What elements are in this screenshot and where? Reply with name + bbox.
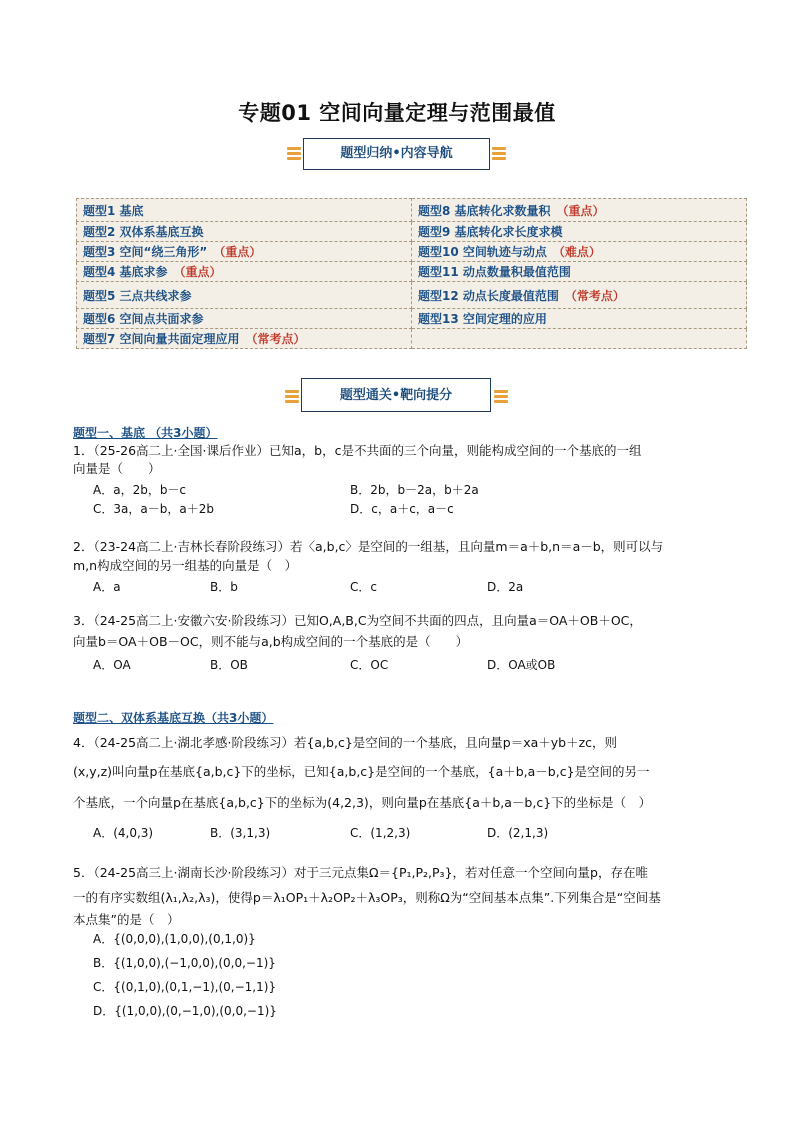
q2-option-a: A．a (93, 580, 121, 594)
deco-right-icon (492, 147, 506, 157)
q3-option-d: D．OA或OB (487, 658, 556, 672)
question-4-line-2: (x,y,z)叫向量p在基底{a,b,c}下的坐标，已知{a,b,c}是空间的一个基底，{a＋b,a－b,c}是空间的另一 (73, 764, 650, 779)
toc-cell (412, 222, 747, 242)
nav-header-box (303, 138, 490, 170)
toc-item-tag: （难点） (552, 245, 601, 259)
question-4-line-1: 4．（24-25高二上·湖北孝感·阶段练习）若{a,b,c}是空间的一个基底，且向量p＝xa＋yb＋zc，则 (73, 735, 618, 750)
q5-option-d: D．{(1,0,0),(0,−1,0),(0,0,−1)} (93, 1004, 277, 1018)
question-1-line-2: 向量是（ ） (73, 461, 161, 476)
toc-cell (412, 282, 747, 309)
toc-cell (77, 199, 412, 222)
toc-item-label[interactable]: 题型2 双体系基底互换 (83, 225, 204, 239)
q4-option-b: B．(3,1,3) (210, 826, 271, 840)
q2-option-c: C．c (350, 580, 377, 594)
question-5-line-1: 5．（24-25高三上·湖南长沙·阶段练习）对于三元点集Ω＝{P₁,P₂,P₃}，若对任意一个空间向量p，存在唯 (73, 865, 648, 880)
toc-item-tag: （常考点） (564, 288, 625, 303)
nav-header-label: 题型归纳•内容导航 (340, 146, 453, 161)
toc-cell (77, 222, 412, 242)
q5-option-b: B．{(1,0,0),(−1,0,0),(0,0,−1)} (93, 956, 276, 970)
toc-cell (412, 242, 747, 262)
toc-cell (412, 262, 747, 282)
question-5-line-2: 一的有序实数组(λ₁,λ₂,λ₃)，使得p＝λ₁OP₁＋λ₂OP₂＋λ₃OP₃，则称Ω为“空间基本点集”.下列集合是“空间基 (73, 890, 661, 905)
deco-left-icon (287, 147, 301, 157)
question-5-line-3: 本点集”的是（ ） (73, 912, 180, 927)
q4-option-d: D．(2,1,3) (487, 826, 549, 840)
toc-item-label[interactable]: 题型3 空间“绕三角形” (83, 245, 208, 259)
section-heading-1: 题型一、基底 （共3小题） (73, 426, 218, 440)
question-2-line-2: m,n构成空间的另一组基的向量是（ ） (73, 558, 298, 573)
q3-option-a: A．OA (93, 658, 131, 672)
toc-item-label[interactable]: 题型11 动点数量积最值范围 (418, 265, 571, 279)
q5-option-a: A．{(0,0,0),(1,0,0),(0,1,0)} (93, 932, 256, 946)
q1-option-d: D．c，a＋c，a－c (350, 502, 454, 516)
toc-cell (412, 309, 747, 329)
toc-row (77, 309, 747, 329)
toc-cell (77, 329, 412, 349)
toc-cell (77, 262, 412, 282)
toc-item-label[interactable]: 题型5 三点共线求参 (83, 288, 192, 303)
q1-option-b: B．2b，b－2a，b＋2a (350, 483, 479, 497)
toc-row (77, 282, 747, 309)
question-3-line-2: 向量b＝OA＋OB－OC，则不能与a,b构成空间的一个基底的是（ ） (73, 634, 469, 649)
toc-row (77, 262, 747, 282)
practice-header-box (301, 378, 491, 412)
question-3-line-1: 3．（24-25高二上·安徽六安·阶段练习）已知O,A,B,C为空间不共面的四点，且向量a＝OA＋OB＋OC， (73, 613, 642, 628)
q1-option-c: C．3a，a－b，a＋2b (93, 502, 214, 516)
toc-cell (77, 242, 412, 262)
toc-item-label[interactable]: 题型9 基底转化求长度求模 (418, 225, 563, 239)
toc-item-label[interactable]: 题型8 基底转化求数量积 (418, 203, 551, 218)
toc-cell (77, 309, 412, 329)
toc-item-label[interactable]: 题型12 动点长度最值范围 (418, 288, 559, 303)
toc-item-label[interactable]: 题型13 空间定理的应用 (418, 312, 547, 326)
practice-header-label: 题型通关•靶向提分 (339, 388, 453, 403)
question-2-line-1: 2．（23-24高二上·吉林长春阶段练习）若〈a,b,c〉是空间的一组基，且向量m＝a＋b,n＝a－b，则可以与 (73, 539, 664, 554)
toc-item-tag: （重点） (213, 245, 262, 259)
toc-cell (412, 329, 747, 349)
q3-option-b: B．OB (210, 658, 248, 672)
toc-cell (77, 282, 412, 309)
question-4-line-3: 个基底，一个向量p在基底{a,b,c}下的坐标为(4,2,3)，则向量p在基底{a＋b,a－b,c}下的坐标是（ ） (73, 795, 652, 810)
toc-row (77, 199, 747, 222)
toc-item-label[interactable]: 题型1 基底 (83, 203, 144, 218)
q4-option-c: C．(1,2,3) (350, 826, 411, 840)
q1-option-a: A．a，2b，b－c (93, 483, 187, 497)
question-1-line-1: 1．（25-26高二上·全国·课后作业）已知a，b，c是不共面的三个向量，则能构成空间的一个基底的一组 (73, 443, 642, 458)
toc-item-label[interactable]: 题型7 空间向量共面定理应用 (83, 332, 240, 346)
q4-option-a: A．(4,0,3) (93, 826, 154, 840)
toc-item-tag: （常考点） (245, 332, 306, 346)
toc-table (76, 198, 747, 349)
page-title: 专题01 空间向量定理与范围最值 (238, 101, 556, 125)
toc-item-label[interactable]: 题型4 基底求参 (83, 265, 168, 279)
deco-left-icon-2 (285, 390, 299, 400)
section-heading-2: 题型二、双体系基底互换（共3小题） (73, 711, 274, 725)
q2-option-d: D．2a (487, 580, 524, 594)
toc-item-label[interactable]: 题型6 空间点共面求参 (83, 312, 204, 326)
toc-row (77, 329, 747, 349)
toc-item-label[interactable]: 题型10 空间轨迹与动点 (418, 245, 547, 259)
toc-cell (412, 199, 747, 222)
toc-item-tag: （重点） (173, 265, 222, 279)
toc-row (77, 222, 747, 242)
toc-item-tag: （重点） (556, 203, 605, 218)
toc-row (77, 242, 747, 262)
q3-option-c: C．OC (350, 658, 389, 672)
deco-right-icon-2 (494, 390, 508, 400)
q5-option-c: C．{(0,1,0),(0,1,−1),(0,−1,1)} (93, 980, 277, 994)
q2-option-b: B．b (210, 580, 238, 594)
